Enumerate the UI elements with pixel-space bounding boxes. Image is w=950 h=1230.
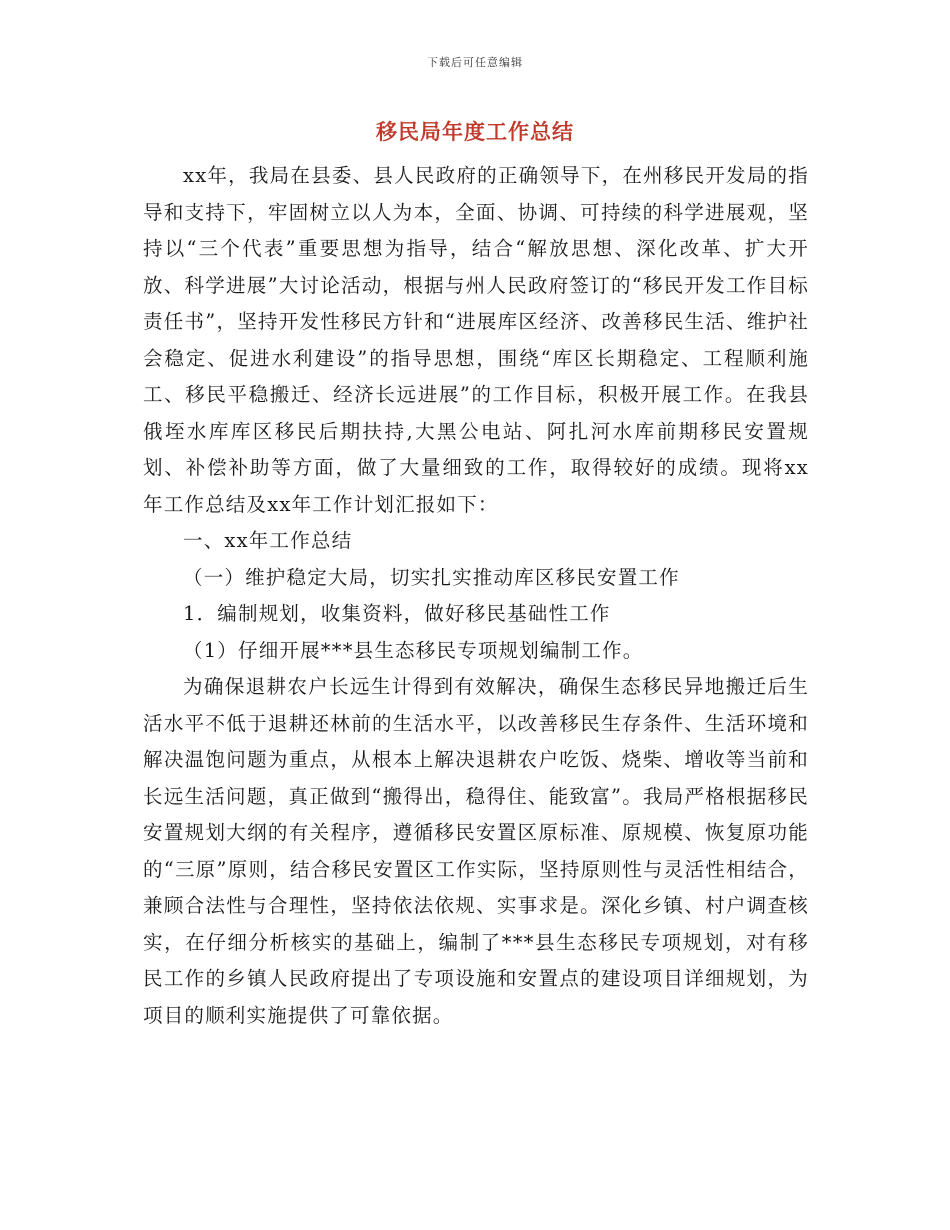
paragraph-intro: xx年，我局在县委、县人民政府的正确领导下，在州移民开发局的指导和支持下，牢固树立以人为本，全面、协调、可持续的科学进展观，坚持以“三个代表”重要思想为指导，结合“解放思想、深化改革、扩大开放、科学进展”大讨论活动，根据与州人民政府签订的“移民开发工作目标责任书”，坚持开发性移民方针和“进展库区经济、改善移民生活、维护社会稳定、促进水利建设”的指导思想，围绕“库区长期稳定、工程顺利施工、移民平稳搬迁、经济长远进展”的工作目标，积极开展工作。在我县俄垤水库库区移民后期扶持,大黑公电站、阿扎河水库前期移民安置规划、补偿补助等方面，做了大量细致的工作，取得较好的成绩。现将xx年工作总结及xx年工作计划汇报如下： (143, 164, 809, 516)
heading-subitem-1: （1）仔细开展***县生态移民专项规划编制工作。 (183, 638, 644, 662)
document-title: 移民局年度工作总结 (376, 119, 574, 144)
heading-section-1: 一、xx年工作总结 (183, 529, 353, 552)
paragraph-planning: 为确保退耕农户长远生计得到有效解决，确保生态移民异地搬迁后生活水平不低于退耕还林前的生活水平，以改善移民生存条件、生活环境和解决温饱问题为重点，从根本上解决退耕农户吃饭、烧柴、增收等当前和长远生活问题，真正做到“搬得出，稳得住、能致富”。我局严格根据移民安置规划大纲的有关程序，遵循移民安置区原标准、原规模、恢复原功能的“三原”原则，结合移民安置区工作实际，坚持原则性与灵活性相结合，兼顾合法性与合理性，坚持依法依规、实事求是。深化乡镇、村户调查核实，在仔细分析核实的基础上，编制了***县生态移民专项规划，对有移民工作的乡镇人民政府提出了专项设施和安置点的建设项目详细规划，为项目的顺利实施提供了可靠依据。 (143, 675, 809, 1027)
header-note: 下载后可任意编辑 (427, 56, 523, 69)
heading-item-1: 1．编制规划，收集资料，做好移民基础性工作 (183, 602, 611, 625)
document-body (143, 158, 809, 1034)
heading-subsection-1: （一）维护稳定大局，切实扎实推动库区移民安置工作 (183, 565, 680, 589)
